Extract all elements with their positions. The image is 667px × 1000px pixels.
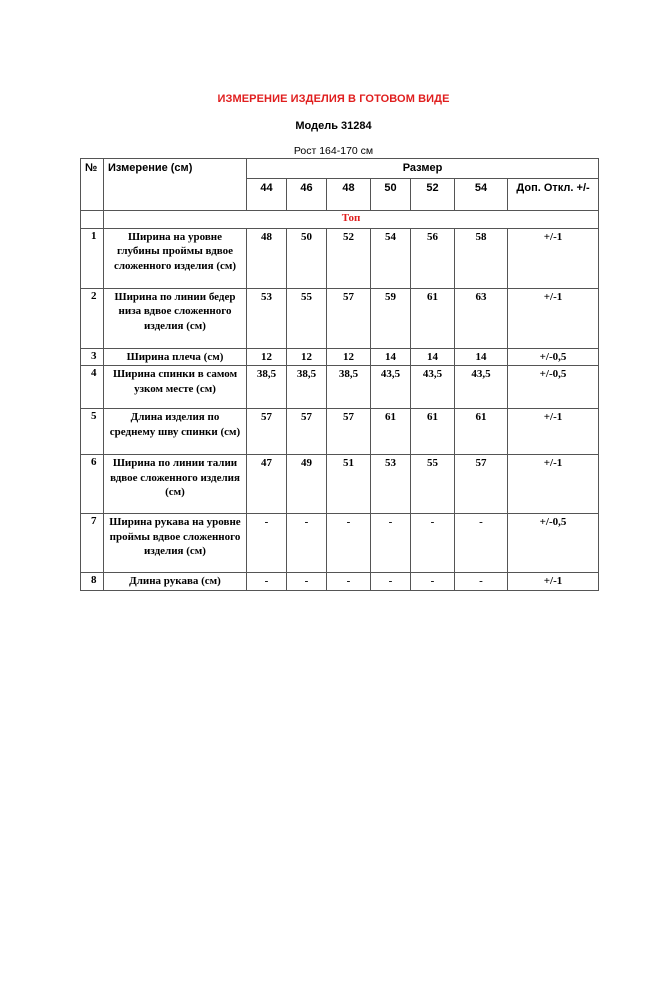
row-number: 2	[81, 288, 104, 348]
row-value: 57	[455, 455, 508, 514]
col-measure-header: Измерение (см)	[104, 159, 247, 211]
row-value: 14	[371, 348, 411, 366]
row-value: -	[327, 514, 371, 573]
row-value: 61	[411, 409, 455, 455]
row-value: 53	[247, 288, 287, 348]
header-row-1	[81, 159, 599, 179]
row-number: 8	[81, 573, 104, 591]
row-value: -	[247, 573, 287, 591]
col-size-header: Размер	[247, 159, 599, 179]
row-value: 12	[287, 348, 327, 366]
section-label: Топ	[104, 210, 599, 228]
size-header: 44	[247, 178, 287, 210]
row-value: -	[455, 573, 508, 591]
col-tolerance-header: Доп. Откл. +/-	[508, 178, 599, 210]
row-label: Ширина рукава на уровне проймы вдвое сложенного изделия (см)	[104, 514, 247, 573]
row-value: 54	[371, 228, 411, 288]
row-value: 38,5	[247, 366, 287, 409]
row-value: -	[287, 573, 327, 591]
size-header: 54	[455, 178, 508, 210]
row-value: 12	[327, 348, 371, 366]
row-value: 57	[327, 409, 371, 455]
section-row	[81, 210, 599, 228]
row-number: 1	[81, 228, 104, 288]
row-value: -	[327, 573, 371, 591]
size-header: 48	[327, 178, 371, 210]
table-row	[81, 228, 599, 288]
row-tolerance: +/-1	[508, 288, 599, 348]
row-value: 43,5	[411, 366, 455, 409]
row-label: Ширина на уровне глубины проймы вдвое сложенного изделия (см)	[104, 228, 247, 288]
row-value: 47	[247, 455, 287, 514]
col-num-header: №	[81, 159, 104, 211]
row-label: Ширина по линии талии вдвое сложенного изделия (см)	[104, 455, 247, 514]
row-value: 55	[287, 288, 327, 348]
row-tolerance: +/-1	[508, 455, 599, 514]
row-value: 48	[247, 228, 287, 288]
row-value: 57	[287, 409, 327, 455]
row-value: -	[371, 573, 411, 591]
table-row	[81, 455, 599, 514]
row-value: 14	[455, 348, 508, 366]
row-value: 52	[327, 228, 371, 288]
document-title: ИЗМЕРЕНИЕ ИЗДЕЛИЯ В ГОТОВОМ ВИДЕ	[217, 93, 450, 105]
row-value: 50	[287, 228, 327, 288]
row-value: 56	[411, 228, 455, 288]
row-value: 38,5	[287, 366, 327, 409]
table-row	[81, 366, 599, 409]
row-number: 6	[81, 455, 104, 514]
measurement-table	[80, 158, 599, 591]
row-value: -	[371, 514, 411, 573]
row-label: Длина изделия по среднему шву спинки (см)	[104, 409, 247, 455]
row-value: 49	[287, 455, 327, 514]
size-header: 52	[411, 178, 455, 210]
row-label: Ширина плеча (см)	[104, 348, 247, 366]
row-value: 57	[247, 409, 287, 455]
row-tolerance: +/-1	[508, 228, 599, 288]
row-number: 5	[81, 409, 104, 455]
row-value: -	[287, 514, 327, 573]
row-value: 55	[411, 455, 455, 514]
row-tolerance: +/-1	[508, 409, 599, 455]
row-value: 58	[455, 228, 508, 288]
row-value: -	[411, 573, 455, 591]
height-range: Рост 164-170 см	[293, 145, 374, 157]
row-value: 59	[371, 288, 411, 348]
table-row	[81, 348, 599, 366]
row-value: 53	[371, 455, 411, 514]
table-row	[81, 514, 599, 573]
row-value: 61	[455, 409, 508, 455]
row-value: 57	[327, 288, 371, 348]
row-tolerance: +/-1	[508, 573, 599, 591]
row-value: -	[411, 514, 455, 573]
row-label: Длина рукава (см)	[104, 573, 247, 591]
table-row	[81, 409, 599, 455]
row-value: 63	[455, 288, 508, 348]
model-number: Модель 31284	[295, 120, 372, 132]
row-value: -	[247, 514, 287, 573]
row-value: 38,5	[327, 366, 371, 409]
row-value: 14	[411, 348, 455, 366]
size-header: 46	[287, 178, 327, 210]
row-tolerance: +/-0,5	[508, 348, 599, 366]
row-value: 43,5	[371, 366, 411, 409]
row-value: 61	[411, 288, 455, 348]
row-value: 61	[371, 409, 411, 455]
table-row	[81, 573, 599, 591]
row-label: Ширина спинки в самом узком месте (см)	[104, 366, 247, 409]
row-value: 51	[327, 455, 371, 514]
row-tolerance: +/-0,5	[508, 514, 599, 573]
row-value: 43,5	[455, 366, 508, 409]
row-value: 12	[247, 348, 287, 366]
size-header: 50	[371, 178, 411, 210]
row-number: 4	[81, 366, 104, 409]
row-number: 7	[81, 514, 104, 573]
row-tolerance: +/-0,5	[508, 366, 599, 409]
table-row	[81, 288, 599, 348]
row-number: 3	[81, 348, 104, 366]
row-label: Ширина по линии бедер низа вдвое сложенного изделия (см)	[104, 288, 247, 348]
row-value: -	[455, 514, 508, 573]
